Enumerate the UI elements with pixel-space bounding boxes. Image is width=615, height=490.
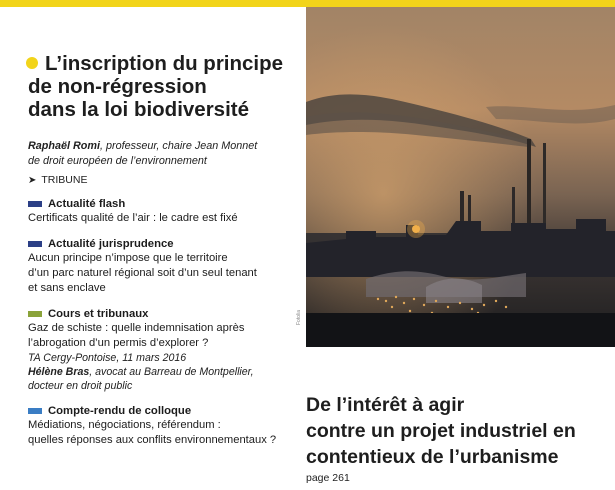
section-color-bar xyxy=(28,311,42,317)
section-body-line: Aucun principe n’impose que le territoire xyxy=(28,252,228,264)
section-color-bar xyxy=(28,408,42,414)
section-body-line: et sans enclave xyxy=(28,282,106,294)
author-affiliation: de droit européen de l’environnement xyxy=(28,155,207,167)
section-label: Compte-rendu de colloque xyxy=(48,405,192,417)
section-heading xyxy=(28,238,296,250)
section-label: Actualité jurisprudence xyxy=(48,238,174,250)
arrow-icon: ➤ xyxy=(28,174,37,186)
section-flash xyxy=(28,198,296,226)
section-meta-line: TA Cergy-Pontoise, 11 mars 2016 xyxy=(28,352,187,364)
tribune-tag xyxy=(28,174,296,186)
section-colloque xyxy=(28,405,296,448)
top-color-band xyxy=(0,0,615,7)
meta-author: Hélène Bras xyxy=(28,366,90,378)
headline-line: L’inscription du principe xyxy=(45,52,284,75)
section-body xyxy=(28,251,296,296)
section-body xyxy=(28,321,296,351)
feature-title xyxy=(306,392,611,470)
author-title: , professeur, chaire Jean Monnet xyxy=(100,140,258,152)
section-meta-line: docteur en droit public xyxy=(28,380,133,392)
section-heading xyxy=(28,405,296,417)
headline-line: dans la loi biodiversité xyxy=(28,98,250,121)
author-name: Raphaël Romi xyxy=(28,140,100,152)
section-heading xyxy=(28,198,296,210)
feature-article xyxy=(306,392,611,484)
section-body-line: Médiations, négociations, référendum : xyxy=(28,419,221,431)
section-meta xyxy=(28,351,296,393)
section-body-line: quelles réponses aux conflits environnementaux ? xyxy=(28,434,277,446)
photo-illustration xyxy=(306,7,615,347)
section-body xyxy=(28,418,296,448)
section-body-line: l’abrogation d’un permis d’explorer ? xyxy=(28,337,209,349)
section-body-line: d’un parc naturel régional soit d’un seul tenant xyxy=(28,267,257,279)
feature-title-line: De l’intérêt à agir xyxy=(306,394,465,416)
section-color-bar xyxy=(28,241,42,247)
section-label: Cours et tribunaux xyxy=(48,308,149,320)
section-heading xyxy=(28,308,296,320)
meta-author-title: , avocat au Barreau de Montpellier, xyxy=(89,366,254,378)
left-column xyxy=(28,52,296,448)
section-color-bar xyxy=(28,201,42,207)
section-jurisprudence xyxy=(28,238,296,296)
author-byline xyxy=(28,139,296,169)
feature-title-line: contre un projet industriel en xyxy=(306,420,576,442)
main-headline xyxy=(28,52,296,121)
photo-credit: Fotolia xyxy=(296,309,302,325)
industrial-skyline-photo xyxy=(306,7,615,347)
section-cours xyxy=(28,308,296,393)
feature-title-line: contentieux de l’urbanisme xyxy=(306,446,559,468)
headline-line: de non-régression xyxy=(28,75,207,98)
section-body-line: Gaz de schiste : quelle indemnisation après xyxy=(28,322,245,334)
section-meta-line xyxy=(28,365,296,379)
section-body: Certificats qualité de l’air : le cadre est fixé xyxy=(28,212,238,224)
section-label: Actualité flash xyxy=(48,198,126,210)
feature-page-ref: page 261 xyxy=(306,472,350,484)
yellow-bullet-icon xyxy=(26,57,38,69)
tribune-label: TRIBUNE xyxy=(41,174,88,186)
